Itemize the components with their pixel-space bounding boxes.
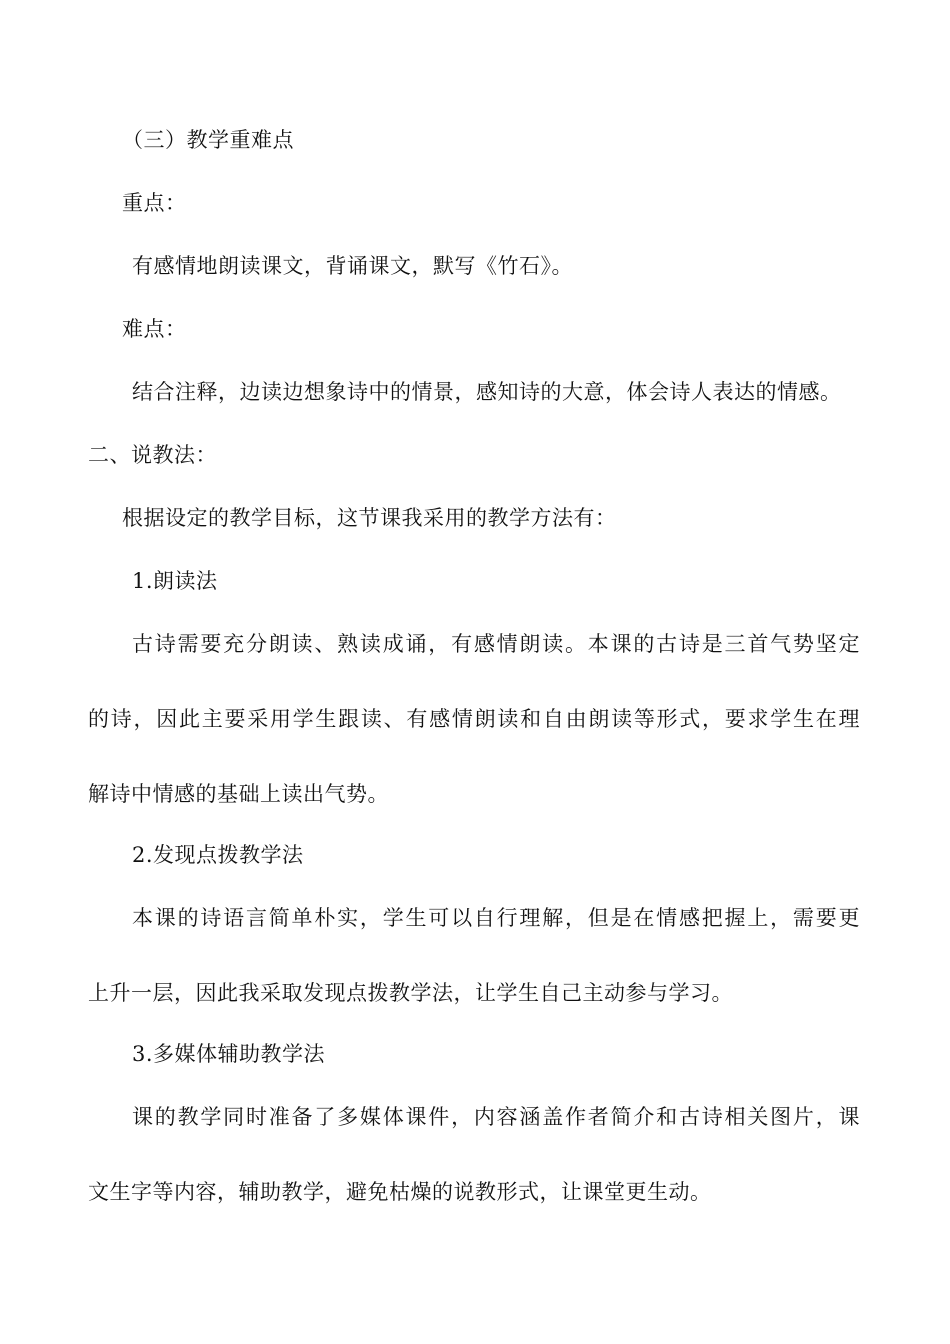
method-title: 1.朗读法 (132, 569, 218, 593)
key-points-text: 有感情地朗读课文，背诵课文，默写《竹石》。 (132, 254, 573, 278)
methods-intro: 根据设定的教学目标，这节课我采用的教学方法有： (122, 506, 617, 530)
part-heading: 二、说教法： (88, 443, 217, 467)
paragraph-line: 上升一层，因此我采取发现点拨教学法，让学生自己主动参与学习。 (88, 981, 733, 1005)
paragraph-line: 古诗需要充分朗读、熟读成诵，有感情朗读。本课的古诗是三首气势坚定 (132, 632, 860, 656)
method-title: 2.发现点拨教学法 (132, 843, 304, 867)
method-title: 3.多媒体辅助教学法 (132, 1042, 326, 1066)
paragraph-line: 的诗，因此主要采用学生跟读、有感情朗读和自由朗读等形式，要求学生在理 (88, 707, 860, 731)
section-heading: （三）教学重难点 (122, 128, 294, 152)
paragraph-line: 本课的诗语言简单朴实，学生可以自行理解，但是在情感把握上，需要更 (132, 906, 860, 930)
paragraph-line: 解诗中情感的基础上读出气势。 (88, 782, 389, 806)
difficulties-text: 结合注释，边读边想象诗中的情景，感知诗的大意，体会诗人表达的情感。 (132, 380, 842, 404)
key-points-label: 重点： (122, 191, 187, 215)
difficulties-label: 难点： (122, 317, 187, 341)
paragraph-line: 课的教学同时准备了多媒体课件，内容涵盖作者简介和古诗相关图片，课 (132, 1105, 860, 1129)
paragraph-line: 文生字等内容，辅助教学，避免枯燥的说教形式，让课堂更生动。 (88, 1180, 712, 1204)
